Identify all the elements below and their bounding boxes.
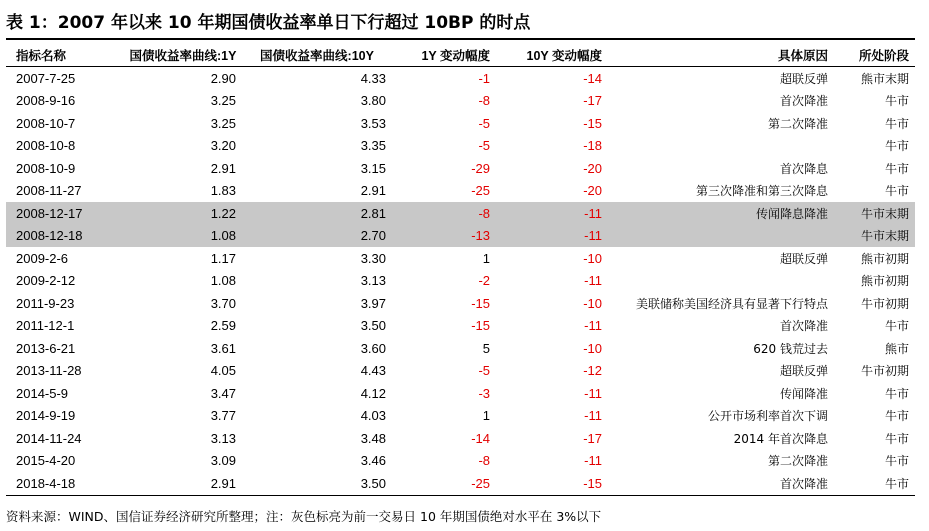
table-row [6, 157, 915, 180]
header-1y-change: 1Y 变动幅度 [392, 44, 496, 67]
cell-1y-yield: 3.70 [210, 295, 236, 311]
cell-10y-change: -11 [584, 318, 602, 334]
cell-date: 2014-11-24 [16, 430, 82, 446]
cell-date: 2008-10-7 [16, 115, 76, 131]
cell-reason: 2014 年首次降息 [733, 431, 828, 446]
cell-1y-change: -5 [478, 115, 490, 131]
title-rule [6, 38, 915, 40]
source-note: 资料来源：WIND、国信证券经济研究所整理；注：灰色标亮为前一交易日 10 年期国债绝对水平在 3%以下 [6, 509, 602, 524]
cell-date: 2014-5-9 [16, 385, 69, 401]
table-row [6, 135, 915, 158]
cell-date: 2013-6-21 [16, 340, 76, 356]
cell-1y-yield: 3.61 [210, 340, 236, 356]
cell-10y-yield: 3.97 [360, 295, 386, 311]
cell-1y-change: -8 [392, 202, 496, 225]
cell-date: 2015-4-20 [16, 453, 76, 469]
table-row [6, 337, 915, 360]
cell-stage: 牛市末期 [834, 202, 915, 225]
header-10y-yield: 国债收益率曲线:10Y [242, 44, 392, 67]
cell-10y-change: -18 [583, 138, 602, 154]
cell-10y-yield: 3.48 [360, 430, 386, 446]
cell-10y-change: -11 [584, 385, 602, 401]
cell-10y-yield: 2.70 [242, 225, 392, 248]
cell-reason: 传闻降准 [779, 386, 828, 401]
cell-reason: 第三次降准和第三次降息 [695, 184, 828, 199]
cell-10y-yield: 4.12 [360, 385, 386, 401]
cell-reason [608, 270, 834, 293]
cell-1y-yield: 4.05 [210, 363, 236, 379]
cell-1y-yield: 2.91 [210, 160, 236, 176]
cell-1y-yield: 1.08 [124, 225, 242, 248]
cell-1y-yield: 2.91 [124, 472, 242, 495]
table-body [6, 67, 915, 496]
cell-10y-yield: 3.46 [360, 453, 386, 469]
cell-date: 2008-9-16 [16, 93, 76, 109]
table-row [6, 382, 915, 405]
cell-10y-change: -20 [583, 183, 602, 199]
cell-10y-change: -20 [583, 160, 602, 176]
cell-reason: 首次降准 [779, 319, 828, 334]
cell-date: 2009-2-12 [16, 273, 76, 289]
cell-date: 2008-10-8 [16, 138, 76, 154]
cell-1y-change: -2 [478, 273, 490, 289]
cell-1y-yield: 3.20 [210, 138, 236, 154]
cell-1y-yield: 3.13 [210, 430, 236, 446]
cell-date: 2008-11-27 [16, 183, 82, 199]
header-1y-yield: 国债收益率曲线:1Y [124, 44, 242, 67]
cell-10y-yield: 3.53 [360, 115, 386, 131]
cell-1y-change: -14 [471, 430, 490, 446]
cell-10y-change: -15 [583, 115, 602, 131]
cell-date: 2011-9-23 [16, 295, 75, 311]
cell-stage: 牛市初期 [860, 296, 909, 311]
cell-reason [608, 225, 834, 248]
cell-1y-change: -8 [478, 453, 490, 469]
cell-date: 2008-10-9 [16, 160, 76, 176]
cell-10y-change: -14 [583, 70, 602, 86]
table-row [6, 112, 915, 135]
cell-1y-yield: 1.08 [210, 273, 236, 289]
cell-reason: 超联反弹 [779, 251, 828, 266]
cell-stage: 熊市末期 [860, 71, 909, 86]
cell-10y-yield: 3.50 [360, 318, 386, 334]
cell-10y-yield: 3.50 [242, 472, 392, 495]
table-title: 表 1：2007 年以来 10 年期国债收益率单日下行超过 10BP 的时点 [6, 13, 531, 33]
cell-10y-change: -11 [584, 408, 602, 424]
cell-reason: 第二次降准 [767, 454, 828, 469]
cell-10y-change: -10 [583, 295, 602, 311]
cell-stage: 牛市 [884, 116, 909, 131]
table-row [6, 427, 915, 450]
cell-1y-yield: 3.77 [210, 408, 236, 424]
cell-stage: 牛市 [884, 431, 909, 446]
cell-10y-yield: 4.33 [360, 70, 386, 86]
table-row [6, 225, 915, 248]
cell-1y-change: -15 [471, 295, 490, 311]
cell-stage: 牛市初期 [860, 364, 909, 379]
cell-1y-yield: 1.17 [210, 250, 236, 266]
cell-stage: 牛市 [884, 386, 909, 401]
cell-stage: 熊市 [884, 341, 909, 356]
cell-date: 2007-7-25 [16, 70, 76, 86]
cell-date: 2009-2-6 [16, 250, 69, 266]
cell-1y-yield: 1.22 [124, 202, 242, 225]
cell-1y-change: -5 [478, 138, 490, 154]
cell-1y-yield: 3.09 [210, 453, 236, 469]
cell-reason: 美联储称美国经济具有显著下行特点 [635, 296, 828, 311]
cell-stage: 牛市 [884, 139, 909, 154]
cell-10y-yield: 3.35 [360, 138, 386, 154]
cell-1y-change: -8 [478, 93, 490, 109]
cell-1y-yield: 2.90 [210, 70, 236, 86]
cell-reason: 620 钱荒过去 [753, 341, 828, 356]
cell-date: 2018-4-18 [6, 472, 124, 495]
cell-10y-yield: 4.43 [360, 363, 386, 379]
cell-date: 2008-12-17 [6, 202, 124, 225]
cell-stage: 牛市 [884, 94, 909, 109]
cell-10y-change: -10 [583, 250, 602, 266]
cell-10y-change: -11 [584, 273, 602, 289]
cell-stage: 牛市 [884, 409, 909, 424]
cell-10y-yield: 2.81 [242, 202, 392, 225]
cell-10y-yield: 4.03 [360, 408, 386, 424]
header-10y-change: 10Y 变动幅度 [496, 44, 608, 67]
table-row [6, 315, 915, 338]
header-indicator: 指标名称 [6, 44, 124, 67]
table-row [6, 247, 915, 270]
cell-reason: 公开市场利率首次下调 [707, 409, 828, 424]
cell-10y-yield: 3.13 [360, 273, 386, 289]
cell-1y-change: -15 [471, 318, 490, 334]
cell-stage: 牛市末期 [834, 225, 915, 248]
header-row [6, 44, 915, 67]
table-row [6, 450, 915, 473]
table-row [6, 270, 915, 293]
cell-reason: 第二次降准 [767, 116, 828, 131]
cell-date: 2011-12-1 [16, 318, 75, 334]
cell-10y-change: -10 [583, 340, 602, 356]
table-row [6, 472, 915, 495]
cell-1y-change: 1 [482, 408, 490, 424]
cell-stage: 牛市 [834, 472, 915, 495]
cell-1y-yield: 3.25 [210, 115, 236, 131]
cell-reason: 超联反弹 [779, 364, 828, 379]
cell-10y-yield: 3.80 [360, 93, 386, 109]
table-row [6, 360, 915, 383]
cell-1y-yield: 3.47 [210, 385, 236, 401]
cell-10y-change: -17 [583, 430, 602, 446]
cell-1y-yield: 1.83 [210, 183, 236, 199]
cell-stage: 牛市 [884, 161, 909, 176]
cell-reason: 首次降准 [779, 94, 828, 109]
cell-1y-change: -1 [478, 70, 490, 86]
cell-10y-yield: 2.91 [360, 183, 386, 199]
cell-1y-change: 5 [482, 340, 490, 356]
header-reason: 具体原因 [608, 44, 834, 67]
cell-10y-change: -11 [496, 202, 608, 225]
cell-stage: 牛市 [884, 184, 909, 199]
cell-1y-change: -13 [392, 225, 496, 248]
cell-stage: 牛市 [884, 454, 909, 469]
cell-1y-change: -29 [471, 160, 490, 176]
cell-1y-change: -25 [392, 472, 496, 495]
cell-1y-yield: 2.59 [210, 318, 236, 334]
yield-table [6, 44, 915, 496]
cell-10y-yield: 3.30 [360, 250, 386, 266]
cell-1y-change: -5 [478, 363, 490, 379]
cell-stage: 熊市初期 [860, 251, 909, 266]
table-row [6, 67, 915, 90]
cell-date: 2014-9-19 [16, 408, 76, 424]
cell-10y-change: -15 [496, 472, 608, 495]
table-row [6, 405, 915, 428]
cell-1y-change: -25 [471, 183, 490, 199]
cell-reason: 传闻降息降准 [608, 202, 834, 225]
cell-10y-change: -11 [496, 225, 608, 248]
cell-reason: 超联反弹 [779, 71, 828, 86]
cell-10y-change: -17 [583, 93, 602, 109]
cell-10y-yield: 3.15 [360, 160, 386, 176]
cell-1y-change: 1 [482, 250, 490, 266]
cell-date: 2013-11-28 [16, 363, 82, 379]
table-row [6, 180, 915, 203]
cell-date: 2008-12-18 [6, 225, 124, 248]
cell-10y-change: -12 [583, 363, 602, 379]
cell-1y-change: -3 [478, 385, 490, 401]
header-stage: 所处阶段 [834, 44, 915, 67]
cell-1y-yield: 3.25 [210, 93, 236, 109]
cell-stage: 牛市 [884, 319, 909, 334]
cell-10y-change: -11 [584, 453, 602, 469]
cell-reason [608, 135, 834, 158]
table-row [6, 202, 915, 225]
cell-stage: 熊市初期 [860, 274, 909, 289]
cell-10y-yield: 3.60 [360, 340, 386, 356]
table-row [6, 292, 915, 315]
cell-reason: 首次降准 [608, 472, 834, 495]
table-row [6, 90, 915, 113]
cell-reason: 首次降息 [779, 161, 828, 176]
